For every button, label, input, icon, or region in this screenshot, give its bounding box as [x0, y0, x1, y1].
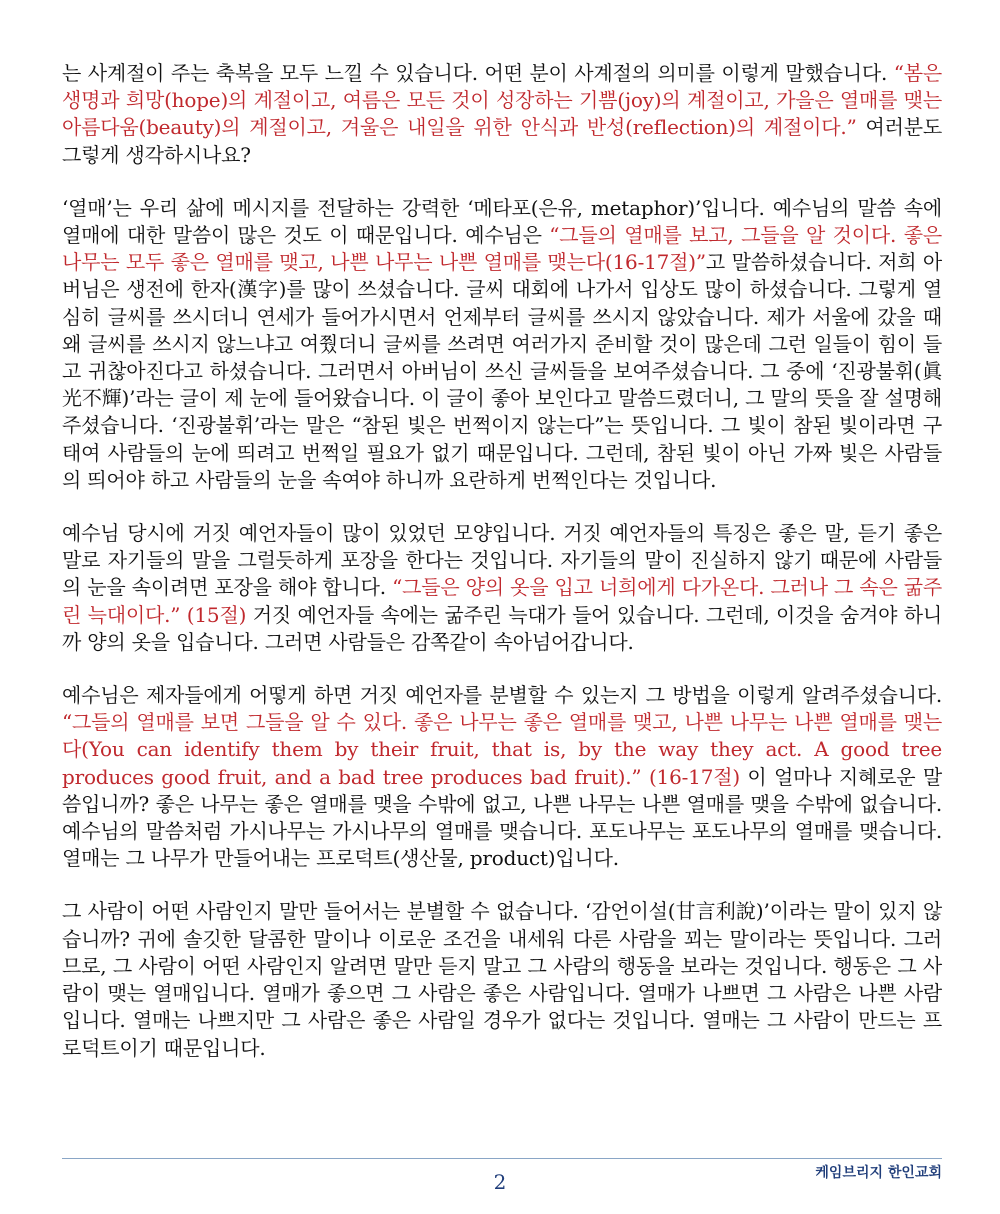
paragraph-text: 그 사람이 어떤 사람인지 말만 들어서는 분별할 수 없습니다. ‘감언이설(甘言利說)’이라는 말이 있지 않습니까? 귀에 솔깃한 달콤한 말이나 이로운 조건을 내세워 다른 사람을 꾀는 말이라는 뜻입니다. 그러므로, 그 사람이 어떤 사람인지 알려면 말만 듣지 말고 그 사람의 행동을 보라는 것입니다. 행동은 그 사람이 맺는 열매입니다. 열매가 좋으면 그 사람은 좋은 사람입니다. 열매가 나쁘면 그 사람은 나쁜 사람입니다. 열매는 나쁘지만 그 사람은 좋은 사람일 경우가 없다는 것입니다. 열매는 그 사람이 만드는 프로덕트이기 때문입니다. [62, 899, 942, 1060]
paragraph-5 [62, 898, 942, 1061]
page-number: 2 [493, 1170, 507, 1194]
footer-divider [62, 1158, 942, 1159]
scripture-quote: “그들의 열매를 보고, 그들을 알 것이다. 좋은 나무는 모두 좋은 열매를 맺고, 나쁜 나무는 나쁜 열매를 맺는다(16-17절)” [62, 223, 942, 275]
paragraph-text: 거짓 예언자들 속에는 굶주린 늑대가 들어 있습니다. 그런데, 이것을 숨겨야 하니까 양의 옷을 입습니다. 그러면 사람들은 감쪽같이 속아넘어갑니다. [62, 602, 942, 654]
paragraph-text: ‘열매’는 우리 삶에 메시지를 전달하는 강력한 ‘메타포(은유, metaphor)’입니다. 예수님의 말씀 속에 열매에 대한 말씀이 많은 것도 이 때문입니다. 예수님은 [62, 195, 942, 248]
paragraph-3 [62, 520, 942, 656]
paragraph-text: 예수님 당시에 거짓 예언자들이 많이 있었던 모양입니다. 거짓 예언자들의 특징은 좋은 말, 듣기 좋은 말로 자기들의 말을 그럴듯하게 포장을 한다는 것입니다. 자기들의 말이 진실하지 않기 때문에 사람들의 눈을 속이려면 포장을 해야 합니다. [62, 521, 942, 600]
paragraph-1 [62, 60, 942, 169]
church-name: 케임브리지 한인교회 [815, 1165, 942, 1181]
paragraph-text: 고 말씀하셨습니다. 저희 아버님은 생전에 한자(漢字)를 많이 쓰셨습니다. 글씨 대회에 나가서 입상도 많이 하셨습니다. 그렇게 열심히 글씨를 쓰시더니 연세가 들어가시면서 언제부터 글씨를 쓰시지 않았습니다. 제가 서울에 갔을 때 왜 글씨를 쓰시지 않느냐고 여쭸더니 글씨를 쓰려면 여러가지 준비할 것이 많은데 그런 일들이 힘이 들고 귀찮아진다고 하셨습니다. 그러면서 아버님이 쓰신 글씨들을 보여주셨습니다. 그 중에 ‘진광불휘(眞光不輝)’라는 글이 제 눈에 들어왔습니다. 이 글이 좋아 보인다고 말씀드렸더니, 그 말의 뜻을 잘 설명해 주셨습니다. ‘진광불휘’라는 말은 “참된 빛은 번쩍이지 않는다”는 뜻입니다. 그 빛이 참된 빛이라면 구태여 사람들의 눈에 띄려고 번쩍일 필요가 없기 때문입니다. 그런데, 참된 빛이 아닌 가짜 빛은 사람들의 띄어야 하고 사람들의 눈을 속여야 하니까 요란하게 번쩍인다는 것입니다. [62, 250, 942, 492]
scripture-quote: “그들의 열매를 보면 그들을 알 수 있다. 좋은 나무는 좋은 열매를 맺고, 나쁜 나무는 나쁜 열매를 맺는다(You can identify them by their fruit, that is, by the way they act. A good tree produces good fruit, and a bad tree produces bad fruit).” (16-17절) [62, 710, 942, 789]
scripture-quote: “봄은 생명과 희망(hope)의 계절이고, 여름은 모든 것이 성장하는 기쁨(joy)의 계절이고, 가을은 열매를 맺는 아름다움(beauty)의 계절이고, 겨울은 내일을 위한 안식과 반성(reflection)의 계절이다.” [62, 61, 942, 140]
paragraph-4 [62, 682, 942, 872]
paragraph-2 [62, 195, 942, 494]
page-body [62, 60, 942, 1088]
paragraph-text: 이 얼마나 지혜로운 말씀입니까? 좋은 나무는 좋은 열매를 맺을 수밖에 없고, 나쁜 나무는 나쁜 열매를 맺을 수밖에 없습니다. 예수님의 말씀처럼 가시나무는 가시나무의 열매를 맺습니다. 포도나무는 포도나무의 열매를 맺습니다. 열매는 그 나무가 만들어내는 프로덕트(생산물, product)입니다. [62, 764, 942, 871]
scripture-quote: “그들은 양의 옷을 입고 너희에게 다가온다. 그러나 그 속은 굶주린 늑대이다.” (15절) [62, 575, 942, 627]
paragraph-text: 여러분도 그렇게 생각하시나요? [62, 115, 942, 167]
paragraph-text: 는 사계절이 주는 축복을 모두 느낄 수 있습니다. 어떤 분이 사계절의 의미를 이렇게 말했습니다. [62, 61, 894, 85]
paragraph-text: 예수님은 제자들에게 어떻게 하면 거짓 예언자를 분별할 수 있는지 그 방법을 이렇게 알려주셨습니다. [62, 683, 942, 708]
